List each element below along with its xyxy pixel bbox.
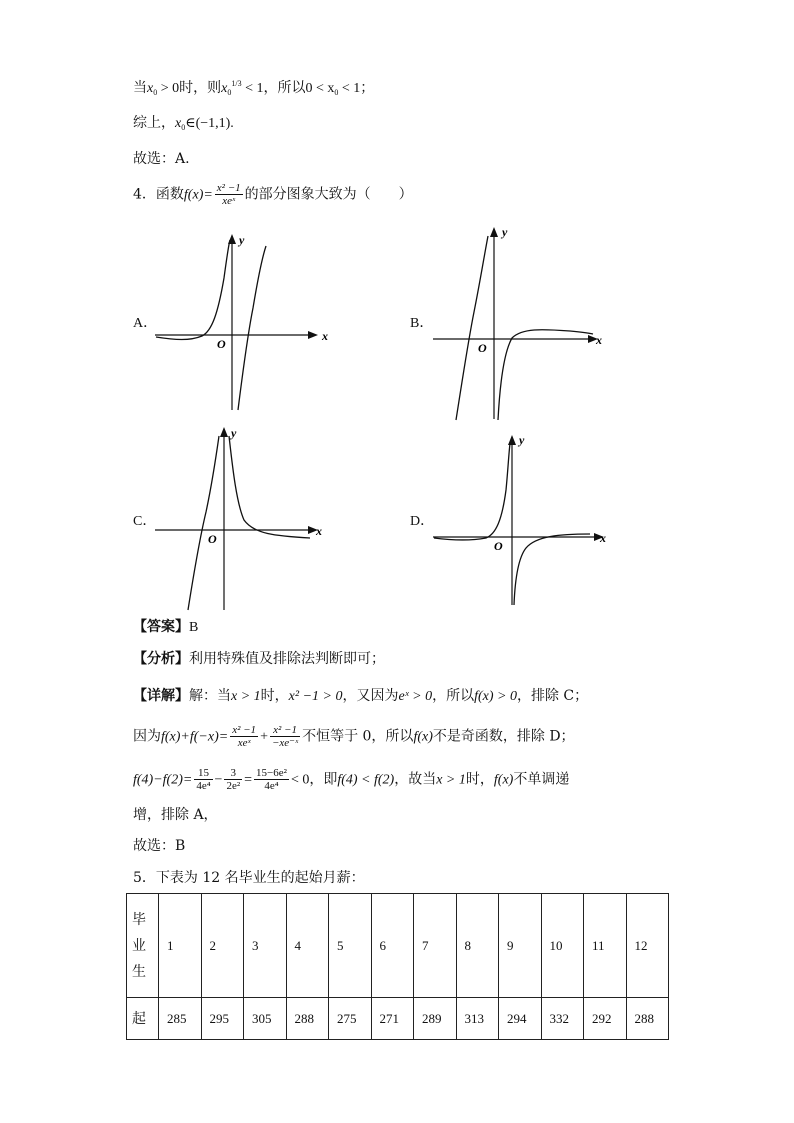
salary-table xyxy=(126,893,669,1040)
detail-line-3: f(4)−f(2)= $\frac{15}{\text{4e⁴}}$ − $\frac{3}{\text{2e²}}$ = $\frac{\text{15−6e²}}{\text{4e⁴}}$ < 0，即f(4) < f(2)，故当x > 1时，f(x)不单调递 xyxy=(133,767,570,792)
table-cell: 12 xyxy=(626,894,669,998)
table-row-salary xyxy=(127,998,669,1040)
option-d-graph[interactable] xyxy=(430,430,620,610)
table-cell: 288 xyxy=(286,998,329,1040)
row1-head xyxy=(127,894,159,998)
option-c-graph[interactable] xyxy=(150,422,340,614)
option-c-origin: O xyxy=(208,532,217,546)
row1-head-text: 毕 业 生 xyxy=(132,911,146,980)
option-c-axis-y: y xyxy=(231,426,237,440)
table-cell: 11 xyxy=(584,894,627,998)
table-cell: 9 xyxy=(499,894,542,998)
detail-line-4: 增，排除 A， xyxy=(133,807,218,823)
option-b-graph[interactable] xyxy=(430,222,620,422)
option-a-label[interactable]: A． xyxy=(133,316,158,331)
option-a-origin: O xyxy=(217,337,226,351)
table-cell: 271 xyxy=(371,998,414,1040)
answer-choice: 故选：B xyxy=(133,838,186,854)
table-cell: 275 xyxy=(329,998,372,1040)
q4-stem: 4．函数f(x)= $\frac{\text{x² −1}}{\text{xeˣ}}$ 的部分图象大致为（ ） xyxy=(133,182,413,207)
table-cell: 3 xyxy=(244,894,287,998)
option-d-axis-x: x xyxy=(600,531,606,545)
row2-head: 起 xyxy=(127,998,159,1040)
prev-choice: 故选：A. xyxy=(133,151,190,167)
table-cell: 1 xyxy=(159,894,202,998)
prev-case-positive: 当$x_0 > 0$时，则$x_0^{1/3} < 1$，所以$0 < x_0 < 1$； xyxy=(133,79,375,97)
answer-line: 【答案】B xyxy=(133,619,199,635)
table-cell: 313 xyxy=(456,998,499,1040)
table-cell: 285 xyxy=(159,998,202,1040)
prev-summary: 综上，$x_0\in(-1,1)$. xyxy=(133,115,234,132)
option-a-axis-x: x xyxy=(322,329,328,343)
option-b-label[interactable]: B． xyxy=(410,316,434,331)
option-d-axis-y: y xyxy=(519,433,525,447)
detail-line-2: 因为f(x)+f(−x)= $\frac{\text{x² −1}}{\text{xeˣ}}$ + $\frac{\text{x² −1}}{\text{−xe⁻ˣ}}$ 不恒等于 0，所以f(x)不是奇函数，排除 D； xyxy=(133,724,575,749)
table-cell: 289 xyxy=(414,998,457,1040)
q5-stem: 5．下表为 12 名毕业生的起始月薪： xyxy=(133,870,365,886)
table-cell: 292 xyxy=(584,998,627,1040)
option-c-label[interactable]: C． xyxy=(133,514,157,529)
table-row-graduate xyxy=(127,894,669,998)
option-d-origin: O xyxy=(494,539,503,553)
table-cell: 5 xyxy=(329,894,372,998)
table-cell: 2 xyxy=(201,894,244,998)
table-cell: 7 xyxy=(414,894,457,998)
option-a-axis-y: y xyxy=(239,233,245,247)
detail-line-1: 【详解】解：当x > 1时，x² −1 > 0，又因为eˣ > 0，所以f(x) > 0，排除 C； xyxy=(133,688,589,704)
table-cell: 294 xyxy=(499,998,542,1040)
analysis-line: 【分析】利用特殊值及排除法判断即可； xyxy=(133,651,385,667)
table-cell: 8 xyxy=(456,894,499,998)
option-d-label[interactable]: D． xyxy=(410,514,435,529)
table-cell: 305 xyxy=(244,998,287,1040)
table-cell: 4 xyxy=(286,894,329,998)
table-cell: 10 xyxy=(541,894,584,998)
table-cell: 6 xyxy=(371,894,414,998)
table-cell: 288 xyxy=(626,998,669,1040)
option-a-graph[interactable] xyxy=(150,228,340,418)
option-b-axis-y: y xyxy=(502,225,508,239)
option-c-axis-x: x xyxy=(316,524,322,538)
table-cell: 332 xyxy=(541,998,584,1040)
option-b-origin: O xyxy=(478,341,487,355)
option-b-axis-x: x xyxy=(596,333,602,347)
table-cell: 295 xyxy=(201,998,244,1040)
